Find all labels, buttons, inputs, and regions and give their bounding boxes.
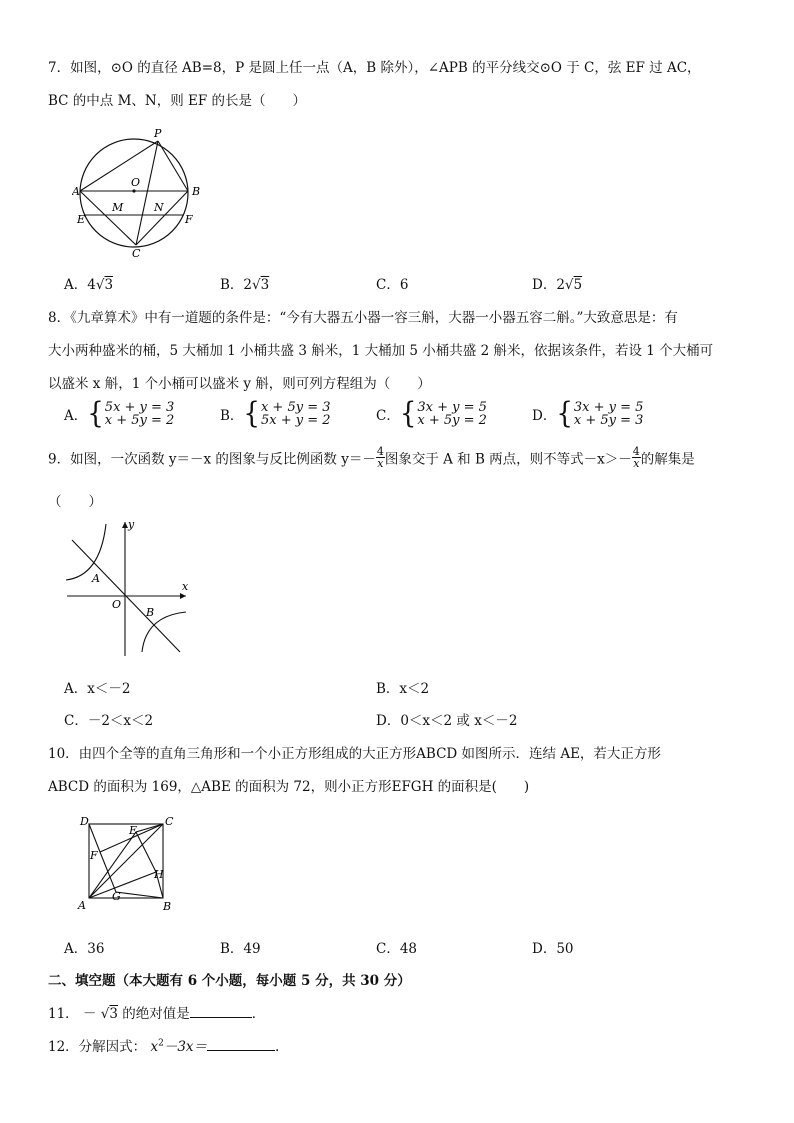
option-letter: D．	[532, 408, 557, 424]
sqrt-icon: √	[100, 1006, 110, 1022]
option-letter: B．	[376, 681, 400, 697]
q11-text: 的绝对值是	[122, 1006, 190, 1022]
triangle-left	[89, 824, 163, 852]
option-letter: C．	[376, 941, 400, 957]
q9-option-a[interactable]	[64, 677, 130, 697]
option-coef: 2	[243, 277, 253, 293]
option-letter: A．	[64, 408, 88, 424]
label-m: M	[112, 201, 124, 214]
q12-answer-blank[interactable]	[207, 1038, 275, 1051]
q12-var: x	[150, 1039, 159, 1055]
fraction-numerator: 4	[376, 445, 384, 458]
q7-line1: 7．如图，⊙O 的直径 AB=8，P 是圆上任一点（A，B 除外），∠APB 的平分线交⊙O 于 C，弦 EF 过 AC，	[48, 60, 701, 76]
q10-option-b[interactable]	[220, 937, 261, 957]
option-text: 0＜x＜2 或 x＜－2	[400, 713, 518, 729]
option-letter: D．	[376, 713, 401, 729]
segment-eh	[136, 832, 156, 872]
q7-line2: BC 的中点 M、N，则 EF 的长是（ ）	[48, 93, 307, 109]
option-coef: 2	[556, 277, 565, 293]
x-axis-arrow-icon	[180, 593, 186, 599]
chord-bc	[136, 191, 188, 245]
circle-o	[80, 139, 188, 247]
option-text: 50	[556, 941, 574, 957]
option-text: 6	[399, 277, 409, 293]
q10-line1: 10．由四个全等的直角三角形和一个小正方形组成的大正方形ABCD 如图所示．连结 AE，若大正方形	[48, 746, 661, 762]
label-g: G	[112, 890, 121, 903]
option-letter: B．	[220, 277, 244, 293]
label-d: D	[80, 815, 89, 828]
section-heading: 二、填空题（本大题有 6 个小题，每小题 5 分，共 30 分）	[48, 973, 411, 989]
sqrt-icon: √	[564, 277, 574, 293]
option-letter: A．	[64, 277, 88, 293]
option-text: 36	[87, 941, 105, 957]
q9-text-part1: 9．如图，一次函数 y＝－x 的图象与反比例函数 y＝－	[48, 451, 376, 468]
q12-end: .	[275, 1039, 280, 1055]
q12-text: 12．分解因式：	[48, 1039, 147, 1055]
q11-answer-blank[interactable]	[190, 1005, 252, 1018]
q9-text-part3: 的解集是	[640, 451, 695, 468]
option-text: －2＜x＜2	[87, 713, 154, 729]
equation-1: x + 5y = 3	[260, 400, 331, 415]
q8-option-a[interactable]	[64, 397, 175, 431]
fraction-denominator: x	[377, 457, 384, 470]
q10-option-d[interactable]	[532, 937, 574, 957]
q9-graph-figure	[62, 518, 194, 658]
label-c: C	[132, 247, 141, 260]
fraction-4-over-x	[376, 446, 385, 469]
q7-option-b[interactable]	[220, 273, 269, 293]
label-b: B	[192, 185, 201, 198]
label-n: N	[154, 201, 164, 214]
q8-option-c[interactable]	[376, 397, 487, 431]
equation-2: 5x + y = 2	[260, 413, 331, 428]
q10-line2: ABCD 的面积为 169，△ABE 的面积为 72，则小正方形EFGH 的面积是( )	[48, 779, 530, 795]
brace-icon: {	[87, 397, 104, 431]
q12-exponent: 2	[158, 1038, 164, 1049]
q9-option-d[interactable]	[376, 709, 517, 729]
q7-option-a[interactable]	[64, 273, 113, 293]
brace-icon: {	[556, 397, 573, 431]
label-a: A	[72, 185, 80, 198]
q11-number: 11．	[48, 1006, 79, 1022]
option-letter: D．	[532, 941, 557, 957]
equation-2: x + 5y = 2	[417, 413, 487, 428]
q11-radicand: 3	[109, 1006, 118, 1022]
sqrt-icon: √	[252, 277, 261, 293]
label-f: F	[90, 849, 98, 862]
q7-option-d[interactable]	[532, 273, 582, 293]
option-radicand: 5	[573, 277, 583, 293]
option-letter: C．	[64, 713, 88, 729]
label-o: O	[131, 176, 141, 189]
q12	[48, 1035, 279, 1055]
option-radicand: 3	[260, 277, 270, 293]
q12-expression: －3x＝	[163, 1039, 208, 1055]
q10-square-figure	[74, 812, 184, 916]
option-text: 49	[243, 941, 261, 957]
label-b: B	[146, 606, 155, 619]
label-b: B	[163, 900, 172, 913]
label-o: O	[112, 598, 122, 611]
option-letter: A．	[64, 941, 88, 957]
label-x: x	[182, 580, 189, 593]
option-text: x＜2	[399, 681, 430, 697]
option-radicand: 3	[104, 277, 114, 293]
label-a: A	[92, 572, 100, 585]
label-p: P	[154, 127, 162, 140]
q9-line1	[48, 446, 695, 469]
equation-1: 5x + y = 3	[104, 400, 175, 415]
q9-option-c[interactable]	[64, 709, 153, 729]
q7-option-c[interactable]	[376, 273, 408, 293]
q8-option-b[interactable]	[220, 397, 331, 431]
option-letter: A．	[64, 681, 88, 697]
option-letter: B．	[220, 408, 244, 424]
equation-1: 3x + y = 5	[573, 400, 644, 415]
fraction-4-over-x	[632, 446, 641, 469]
sqrt-icon: √	[95, 277, 105, 293]
segment-fg	[100, 852, 116, 892]
q10-option-a[interactable]	[64, 937, 104, 957]
q9-option-b[interactable]	[376, 677, 429, 697]
equation-1: 3x + y = 5	[417, 400, 487, 415]
triangle-top	[89, 824, 163, 898]
q8-line2: 大小两种盛米的桶，5 大桶加 1 小桶共盛 3 斛米，1 大桶加 5 小桶共盛 2 斛米，依据该条件，若设 1 个大桶可	[48, 343, 714, 359]
chord-ap	[80, 141, 158, 191]
equation-2: x + 5y = 2	[104, 413, 175, 428]
fraction-denominator: x	[633, 457, 640, 470]
label-f: F	[185, 213, 193, 226]
option-letter: C．	[376, 277, 400, 293]
option-coef: 4	[87, 277, 96, 293]
q11	[48, 1002, 265, 1022]
option-text: x＜－2	[87, 681, 131, 697]
chord-ac	[80, 191, 136, 245]
q8-line1: 8．《九章算术》中有一道题的条件是：“今有大器五小器一容三斛，大器一小器五容二斛。”大致意思是：有	[48, 310, 678, 326]
label-e: E	[129, 824, 138, 837]
q8-option-d[interactable]	[532, 397, 644, 431]
hyperbola-branch-left	[66, 524, 106, 580]
segment-gb	[116, 892, 163, 898]
label-y: y	[128, 518, 135, 531]
label-c: C	[165, 815, 174, 828]
q10-option-c[interactable]	[376, 937, 417, 957]
label-h: H	[154, 868, 164, 881]
q11-end: ．	[251, 1006, 266, 1022]
brace-icon: {	[399, 397, 417, 431]
option-text: 48	[399, 941, 418, 957]
option-letter: B．	[220, 941, 244, 957]
segment-ah	[89, 872, 156, 898]
option-letter: C．	[376, 408, 400, 424]
q8-line3: 以盛米 x 斛，1 个小桶可以盛米 y 斛，则可列方程组为（ ）	[48, 376, 431, 392]
q9-text-part2: 图象交于 A 和 B 两点，则不等式－x＞－	[384, 451, 632, 468]
q9-line2: （ ）	[48, 494, 102, 510]
brace-icon: {	[243, 397, 260, 431]
q11-minus: －	[82, 1006, 97, 1022]
chord-pc	[136, 141, 158, 245]
chord-pb	[158, 141, 188, 191]
option-letter: D．	[532, 277, 557, 293]
center-dot	[132, 189, 135, 192]
label-a: A	[78, 899, 86, 912]
q7-circle-figure	[72, 125, 202, 261]
label-e: E	[77, 213, 86, 226]
equation-2: x + 5y = 3	[573, 413, 644, 428]
fraction-numerator: 4	[632, 445, 640, 458]
